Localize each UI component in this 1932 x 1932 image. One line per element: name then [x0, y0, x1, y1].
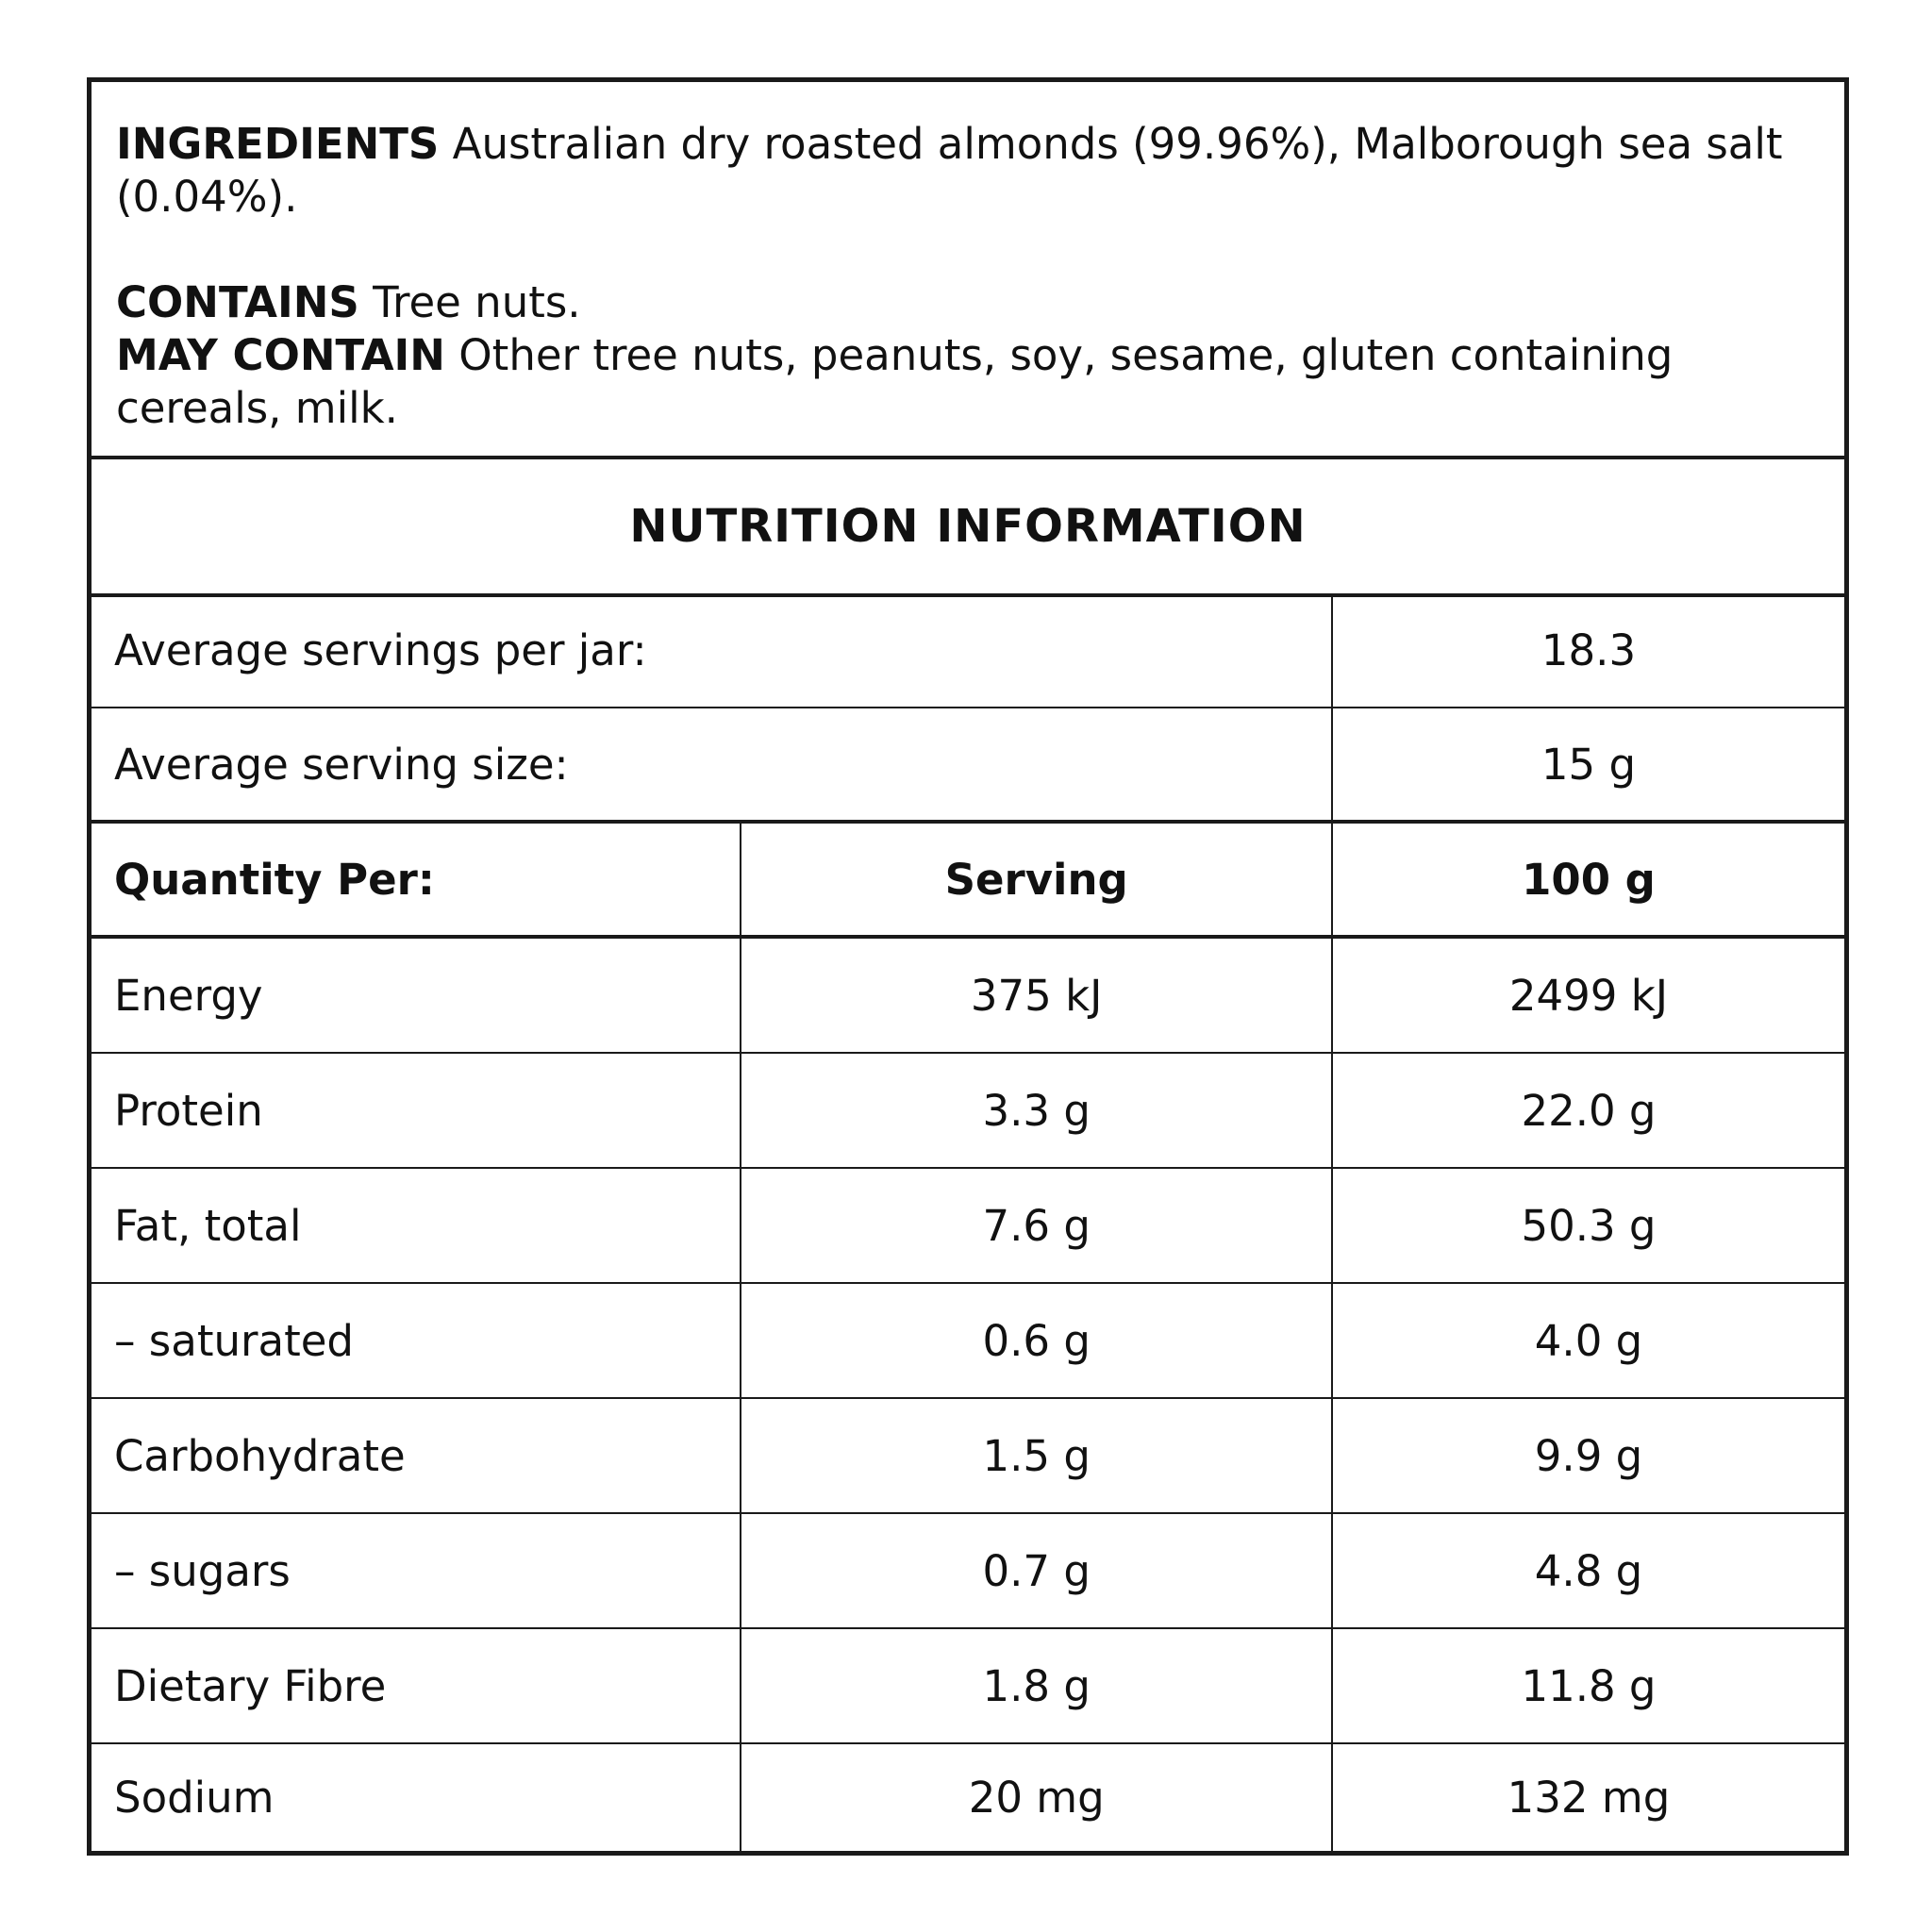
contains-text: Tree nuts. [373, 277, 581, 327]
contains-label: CONTAINS [116, 277, 359, 327]
table-header-row [92, 824, 1844, 939]
per-100g-value: 4.8 g [1534, 1545, 1643, 1596]
table-row [92, 1054, 1844, 1169]
serving-size-row [92, 708, 1844, 824]
may-contain-label: MAY CONTAIN [116, 330, 445, 380]
table-row [92, 1744, 1844, 1851]
per-100g-value: 22.0 g [1521, 1085, 1657, 1136]
may-contain-text: Other tree nuts, peanuts, soy, sesame, gluten containing cereals, milk. [116, 330, 1674, 433]
per-serving-value: 3.3 g [741, 1054, 1333, 1167]
per-100g-value: 50.3 g [1521, 1200, 1657, 1251]
table-row [92, 1169, 1844, 1284]
ingredients-section [92, 82, 1844, 459]
serving-size-label: Average serving size: [92, 708, 1333, 820]
per-serving-value: 1.8 g [741, 1629, 1333, 1742]
per-100g-value: 2499 kJ [1508, 970, 1669, 1021]
per-100g-value: 132 mg [1507, 1773, 1671, 1823]
servings-per-jar-label: Average servings per jar: [92, 593, 1333, 707]
servings-per-jar-value: 18.3 [1541, 625, 1637, 675]
table-row [92, 1284, 1844, 1399]
per-100g-value: 4.0 g [1534, 1315, 1643, 1366]
nutrient-name: Sodium [92, 1744, 741, 1851]
per-serving-value: 0.6 g [741, 1284, 1333, 1397]
nutrient-name: Protein [92, 1054, 741, 1167]
table-row [92, 1629, 1844, 1744]
table-row [92, 1399, 1844, 1514]
header-serving: Serving [741, 824, 1333, 935]
nutrient-name: – saturated [92, 1284, 741, 1397]
ingredients-label: INGREDIENTS [116, 119, 440, 169]
header-100g: 100 g [1522, 854, 1656, 905]
nutrient-name: Carbohydrate [92, 1399, 741, 1512]
nutrition-label-panel [87, 77, 1849, 1856]
servings-per-jar-row [92, 593, 1844, 708]
per-serving-value: 0.7 g [741, 1514, 1333, 1627]
header-quantity-per: Quantity Per: [92, 824, 741, 935]
nutrient-name: Fat, total [92, 1169, 741, 1282]
table-row [92, 939, 1844, 1054]
ingredients-paragraph [116, 118, 1820, 224]
nutrient-name: Energy [92, 939, 741, 1052]
allergen-paragraph [116, 276, 1820, 435]
serving-size-value: 15 g [1541, 739, 1637, 790]
per-serving-value: 20 mg [741, 1744, 1333, 1851]
nutrient-name: Dietary Fibre [92, 1629, 741, 1742]
nutrient-name: – sugars [92, 1514, 741, 1627]
per-serving-value: 375 kJ [741, 939, 1333, 1052]
per-serving-value: 7.6 g [741, 1169, 1333, 1282]
per-serving-value: 1.5 g [741, 1399, 1333, 1512]
table-row [92, 1514, 1844, 1629]
nutrition-title: NUTRITION INFORMATION [92, 459, 1844, 597]
per-100g-value: 9.9 g [1534, 1430, 1643, 1481]
ingredients-text: Australian dry roasted almonds (99.96%), Malborough sea salt (0.04%). [116, 119, 1783, 222]
per-100g-value: 11.8 g [1521, 1660, 1657, 1711]
